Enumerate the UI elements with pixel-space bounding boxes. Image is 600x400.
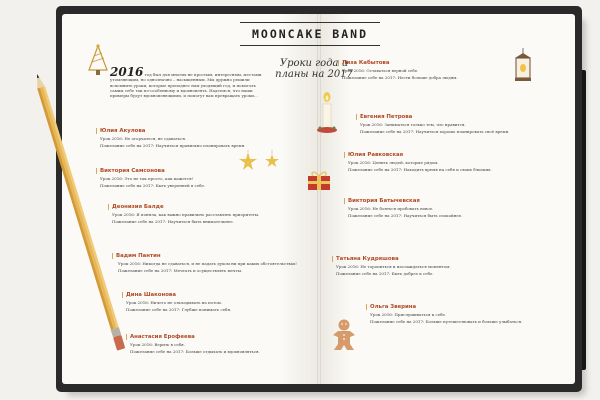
entry-text: Урок 2016: Заниматься только тем, что нравится. Пожелание себе на 2017: Научиться хорошо планировать своё время. [360,122,510,135]
entry-name: Анастасия Ерофеева [126,334,195,340]
intro-year: 2016 [110,65,144,79]
pencil [0,0,150,400]
lantern-icon [510,46,536,88]
entry-text: Урок 2016: Верить в себя. Пожелание себе на 2017: Больше отдыхать и вдохновляться. [130,342,260,355]
entry-text: Урок 2016: Ничего не откладывать на потом. Пожелание себе на 2017: Глубже понимать себя. [126,300,232,313]
entry-name: Татьяна Кудряшова [332,256,399,262]
entry-name: Евгения Петрова [356,114,412,120]
entry-name: Дина Шаконова [122,292,176,298]
entry-name: Лиза Кабытова [338,60,389,66]
gingerbread-man-icon [330,318,358,352]
entry-text: Урок 2016: Не бояться пробовать новое. Пожелание себе на 2017: Научиться быть спокойнее. [348,206,463,219]
entry-text: Урок 2016: Это не так просто, как кажется! Пожелание себе на 2017: Быть уверенней в себе. [100,176,206,189]
entry-text: Урок 2016: Прислушиваться к себе. Пожелание себе на 2017: Больше путешествовать и больше улыбаться. [370,312,523,325]
entry-name: Виктория Самсонова [96,168,165,174]
entry-name: Виктория Батычевская [344,198,420,204]
section-heading: Уроки года и планы на 2017 [275,58,353,80]
entry-text: Урок 2016: Не торопиться и наслаждаться моментом. Пожелание себе на 2017: Быть добрее к себе. [336,264,451,277]
entry-name: Ольга Зверина [366,304,416,310]
entry-text: Урок 2016: Оставаться верной себе. Пожелание себе на 2017: Нести больше добра людям. [342,68,458,81]
entry-name: Вадим Пантин [112,253,161,259]
entry-text: Урок 2016: Я поняла, как важно правильно расставлять приоритеты. Пожелание себе на 2017: Научиться быть внимательнее. [112,212,260,225]
candle-icon [316,92,338,136]
entry-name: Юлия Равковская [344,152,403,158]
entry-name: Деонизия Балде [108,204,164,210]
entry-text: Урок 2016: Никогда не сдаваться, и не падать духом ни при каких обстоятельствах! Пожелание себе на 2017: Мечтать и осуществлять мечты. [118,261,297,274]
intro-text: год был для многих не простым, интересным, местами утомляющим, но однозначно – насыщенным. Мы дружно решили вспомнить уроки, которые преподнес нам уходящий год, и помогать самим себе так по-особенному и вдохновлять. Надеемся, что наши примеры будут вдохновляющими, и помогут вам превращать уроки... [110,72,262,99]
entry-name: Юлия Акулова [96,128,145,134]
entry-text: Урок 2016: Не огорчаться, не сдаваться. Пожелание себе на 2017: Научиться правильно планировать время. [100,136,246,149]
stars-icon [238,150,288,176]
gift-icon [304,168,334,192]
page-title: MOONCAKE BAND [240,22,380,46]
entry-text: Урок 2016: Ценить людей, которые рядом. Пожелание себе на 2017: Находить время на себя и своих близких. [348,160,492,173]
